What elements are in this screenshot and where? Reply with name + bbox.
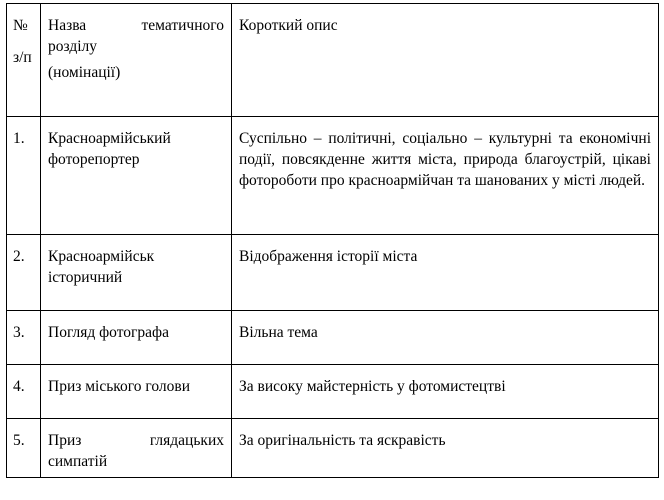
- row-number: 1.: [7, 117, 41, 235]
- header-name-line2: розділу: [48, 38, 98, 55]
- table-row: [7, 235, 659, 311]
- row-name-line2: фоторепортер: [48, 151, 140, 168]
- row-name-line1: Приз міського голови: [48, 378, 191, 395]
- row-name: [41, 235, 232, 311]
- header-number-symbol: №: [13, 17, 28, 34]
- header-name-line3: (номінації): [48, 64, 121, 81]
- row-number: 3.: [7, 311, 41, 365]
- table-header-row: [7, 4, 659, 117]
- row-name: [41, 117, 232, 235]
- header-description-cell: Короткий опис: [232, 4, 659, 117]
- row-name-line1: Погляд фотографа: [48, 324, 169, 341]
- table-row: [7, 311, 659, 365]
- row-description: Відображення історії міста: [232, 235, 659, 311]
- row-number: 5.: [7, 419, 41, 478]
- row-number: 4.: [7, 365, 41, 419]
- row-name-line2: симпатій: [48, 453, 108, 470]
- row-name-line1: Красноармійськ: [48, 248, 155, 265]
- row-name: [41, 419, 232, 478]
- table-row: [7, 419, 659, 478]
- row-description: За оригінальність та яскравість: [232, 419, 659, 478]
- header-number-abbrev: з/п: [13, 49, 32, 66]
- row-description: За високу майстерність у фотомистецтві: [232, 365, 659, 419]
- row-description: Суспільно – політичні, соціально – культурні та економічні події, повсякденне життя міста, природа благоустрій, цікаві фотороботи про красноармійчан та шанованих у місті людей.: [232, 117, 659, 235]
- row-name-line2: історичний: [48, 269, 123, 286]
- table-row: [7, 365, 659, 419]
- row-name: [41, 365, 232, 419]
- table-row: [7, 117, 659, 235]
- header-name-cell: [41, 4, 232, 117]
- header-name-line1: Назва тематичного: [48, 17, 224, 34]
- row-number: 2.: [7, 235, 41, 311]
- row-name-line1: Приз глядацьких: [48, 432, 224, 449]
- row-description: Вільна тема: [232, 311, 659, 365]
- nominations-table: [6, 3, 659, 478]
- row-name-line1: Красноармійський: [48, 130, 171, 147]
- row-name: [41, 311, 232, 365]
- header-number-cell: [7, 4, 41, 117]
